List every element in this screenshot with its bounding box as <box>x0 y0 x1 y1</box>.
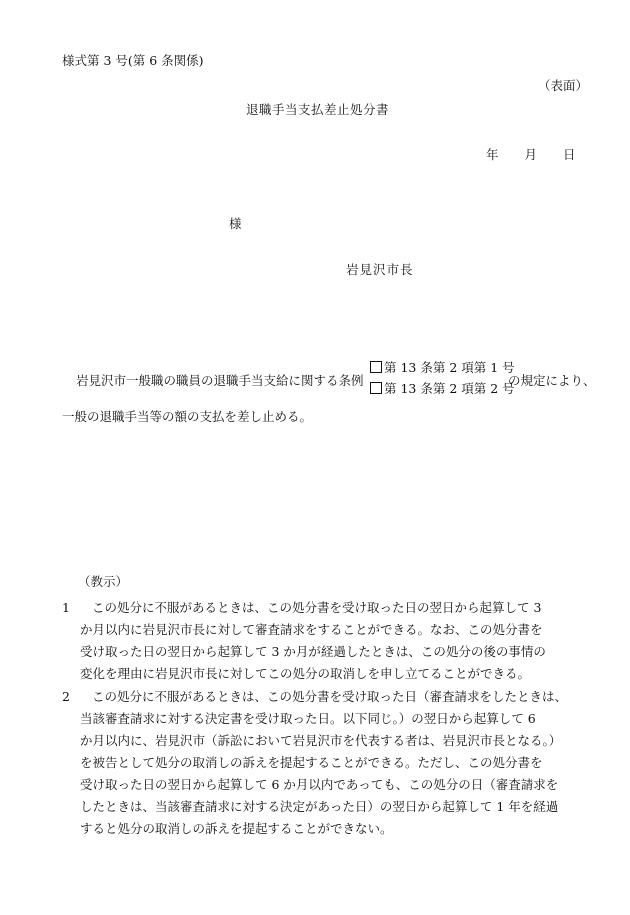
date-line <box>486 147 576 162</box>
provision-option-label: 第 13 条第 2 項第 2 号 <box>384 381 515 396</box>
ordinance-name: 岩見沢市一般職の職員の退職手当支給に関する条例 <box>76 373 364 388</box>
notice-item-line: 変化を理由に岩見沢市長に対してこの処分の取消しを申し立てることができる。 <box>80 666 531 681</box>
notice-item-number: 1 <box>62 600 70 615</box>
provision-suffix: の規定により、 <box>508 373 596 388</box>
notice-item-line: すると処分の取消しの訴えを提起することができない。 <box>80 821 393 836</box>
provision-option-1[interactable] <box>370 360 515 381</box>
notice-item-line: か月以内に、岩見沢市（訴訟において岩見沢市を代表する者は、岩見沢市長となる。） <box>80 733 562 748</box>
provision-option-label: 第 13 条第 2 項第 1 号 <box>384 360 515 375</box>
issuer-name: 岩見沢市長 <box>346 262 414 277</box>
form-number: 様式第 3 号(第 6 条関係) <box>62 53 204 68</box>
notice-heading: （教示） <box>78 574 129 589</box>
notice-item-line: 当該審査請求に対する決定書を受け取った日。以下同じ。）の翌日から起算して 6 <box>80 711 536 726</box>
provision-option-2[interactable] <box>370 381 515 402</box>
date-month-label: 月 <box>524 147 538 162</box>
notice-item-line: したときは、当該審査請求に対する決定があった日）の翌日から起算して 1 年を経過 <box>80 799 559 814</box>
checkbox-icon[interactable] <box>370 382 382 394</box>
notice-item-line: か月以内に岩見沢市長に対して審査請求をすることができる。なお、この処分書を <box>80 622 543 637</box>
notice-item-line: 受け取った日の翌日から起算して 6 か月以内であっても、この処分の日（審査請求を <box>80 777 559 792</box>
notice-item-line: この処分に不服があるときは、この処分書を受け取った日（審査請求をしたときは、 <box>92 689 568 704</box>
notice-item-line: を被告として処分の取消しの訴えを提起することができる。ただし、この処分書を <box>80 755 543 770</box>
notice-item-number: 2 <box>62 689 70 704</box>
notice-item-line: この処分に不服があるときは、この処分書を受け取った日の翌日から起算して 3 <box>92 600 542 615</box>
date-year-label: 年 <box>486 147 499 162</box>
body-statement: 一般の退職手当等の額の支払を差し止める。 <box>62 409 313 424</box>
date-day-label: 日 <box>563 147 576 162</box>
recipient-honorific: 様 <box>229 216 242 231</box>
checkbox-icon[interactable] <box>370 361 382 373</box>
side-label: （表面） <box>538 78 589 93</box>
provision-options <box>370 360 515 402</box>
document-title: 退職手当支払差止処分書 <box>246 102 390 117</box>
notice-item-line: 受け取った日の翌日から起算して 3 か月が経過したときは、この処分の後の事情の <box>80 644 546 659</box>
